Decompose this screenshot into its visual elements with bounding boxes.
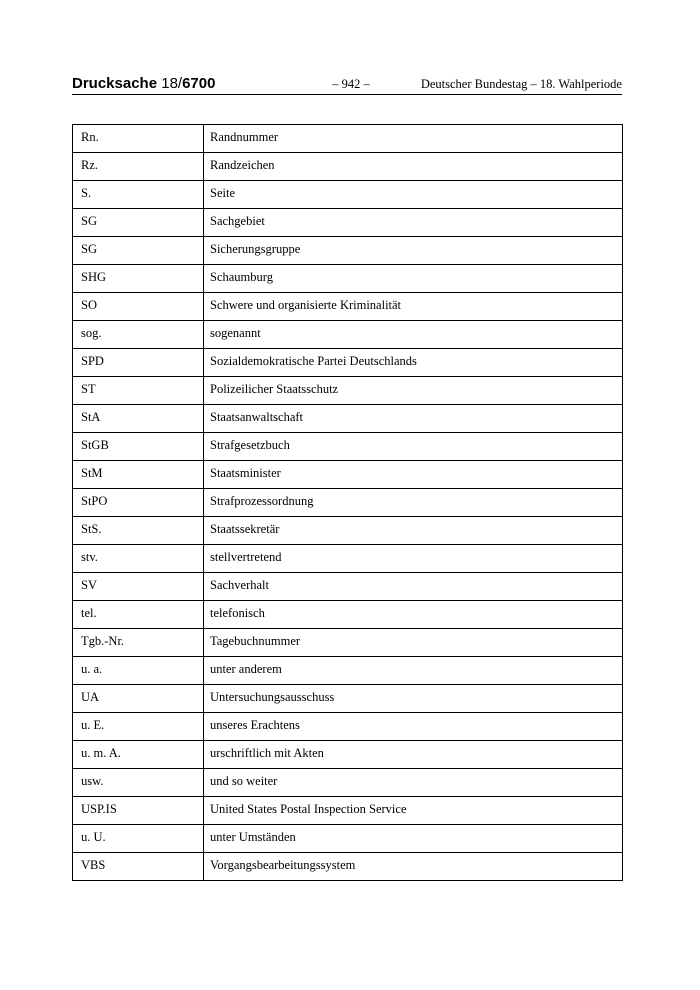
abbreviation-table-body	[73, 125, 623, 881]
meaning-cell: unter Umständen	[204, 825, 623, 853]
table-row	[73, 321, 623, 349]
meaning-cell: telefonisch	[204, 601, 623, 629]
meaning-cell: Polizeilicher Staatsschutz	[204, 377, 623, 405]
table-row	[73, 265, 623, 293]
meaning-cell: Strafgesetzbuch	[204, 433, 623, 461]
doc-number-prefix: 18/	[161, 75, 183, 92]
abbreviation-cell: u. m. A.	[73, 741, 204, 769]
abbreviation-cell: SO	[73, 293, 204, 321]
meaning-cell: Staatsanwaltschaft	[204, 405, 623, 433]
meaning-cell: Sachgebiet	[204, 209, 623, 237]
table-row	[73, 797, 623, 825]
meaning-cell: und so weiter	[204, 769, 623, 797]
meaning-cell: stellvertretend	[204, 545, 623, 573]
meaning-cell: urschriftlich mit Akten	[204, 741, 623, 769]
meaning-cell: Schwere und organisierte Kriminalität	[204, 293, 623, 321]
abbreviation-cell: stv.	[73, 545, 204, 573]
meaning-cell: Vorgangsbearbeitungssystem	[204, 853, 623, 881]
table-row	[73, 489, 623, 517]
table-row	[73, 657, 623, 685]
abbreviation-cell: SG	[73, 209, 204, 237]
abbreviation-cell: SHG	[73, 265, 204, 293]
meaning-cell: United States Postal Inspection Service	[204, 797, 623, 825]
abbreviation-cell: StGB	[73, 433, 204, 461]
abbreviation-cell: StS.	[73, 517, 204, 545]
abbreviation-cell: SV	[73, 573, 204, 601]
table-row	[73, 573, 623, 601]
table-row	[73, 741, 623, 769]
abbreviation-cell: Rz.	[73, 153, 204, 181]
publisher: Deutscher Bundestag – 18. Wahlperiode	[420, 77, 622, 91]
doc-number-suffix: 6700	[182, 75, 216, 92]
table-row	[73, 349, 623, 377]
table-row	[73, 125, 623, 153]
table-row	[73, 601, 623, 629]
meaning-cell: sogenannt	[204, 321, 623, 349]
table-row	[73, 209, 623, 237]
meaning-cell: unseres Erachtens	[204, 713, 623, 741]
table-row	[73, 293, 623, 321]
meaning-cell: Tagebuchnummer	[204, 629, 623, 657]
abbreviation-cell: Rn.	[73, 125, 204, 153]
table-row	[73, 461, 623, 489]
abbreviation-cell: VBS	[73, 853, 204, 881]
abbreviation-cell: u. U.	[73, 825, 204, 853]
table-row	[73, 545, 623, 573]
abbreviation-cell: usw.	[73, 769, 204, 797]
meaning-cell: Staatssekretär	[204, 517, 623, 545]
meaning-cell: Sachverhalt	[204, 573, 623, 601]
meaning-cell: Staatsminister	[204, 461, 623, 489]
meaning-cell: Randzeichen	[204, 153, 623, 181]
table-row	[73, 153, 623, 181]
abbreviation-cell: StPO	[73, 489, 204, 517]
table-row	[73, 685, 623, 713]
table-row	[73, 181, 623, 209]
meaning-cell: Schaumburg	[204, 265, 623, 293]
table-row	[73, 769, 623, 797]
page-header	[72, 75, 622, 95]
table-row	[73, 517, 623, 545]
meaning-cell: Strafprozessordnung	[204, 489, 623, 517]
table-row	[73, 853, 623, 881]
abbreviation-cell: Tgb.-Nr.	[73, 629, 204, 657]
abbreviation-cell: sog.	[73, 321, 204, 349]
table-row	[73, 433, 623, 461]
abbreviation-cell: SG	[73, 237, 204, 265]
table-row	[73, 629, 623, 657]
abbreviation-cell: ST	[73, 377, 204, 405]
abbreviation-cell: u. a.	[73, 657, 204, 685]
abbreviation-cell: S.	[73, 181, 204, 209]
meaning-cell: Randnummer	[204, 125, 623, 153]
doc-label: Drucksache	[72, 75, 158, 92]
meaning-cell: Seite	[204, 181, 623, 209]
table-row	[73, 237, 623, 265]
abbreviation-cell: tel.	[73, 601, 204, 629]
table-row	[73, 405, 623, 433]
abbreviation-cell: u. E.	[73, 713, 204, 741]
abbreviation-cell: StM	[73, 461, 204, 489]
meaning-cell: Sozialdemokratische Partei Deutschlands	[204, 349, 623, 377]
abbreviation-cell: UA	[73, 685, 204, 713]
abbreviation-cell: USP.IS	[73, 797, 204, 825]
abbreviation-cell: SPD	[73, 349, 204, 377]
table-row	[73, 825, 623, 853]
abbreviation-cell: StA	[73, 405, 204, 433]
page-number: – 942 –	[332, 77, 370, 91]
abbreviation-table	[72, 124, 623, 881]
meaning-cell: Untersuchungsausschuss	[204, 685, 623, 713]
table-row	[73, 377, 623, 405]
table-row	[73, 713, 623, 741]
meaning-cell: unter anderem	[204, 657, 623, 685]
meaning-cell: Sicherungsgruppe	[204, 237, 623, 265]
